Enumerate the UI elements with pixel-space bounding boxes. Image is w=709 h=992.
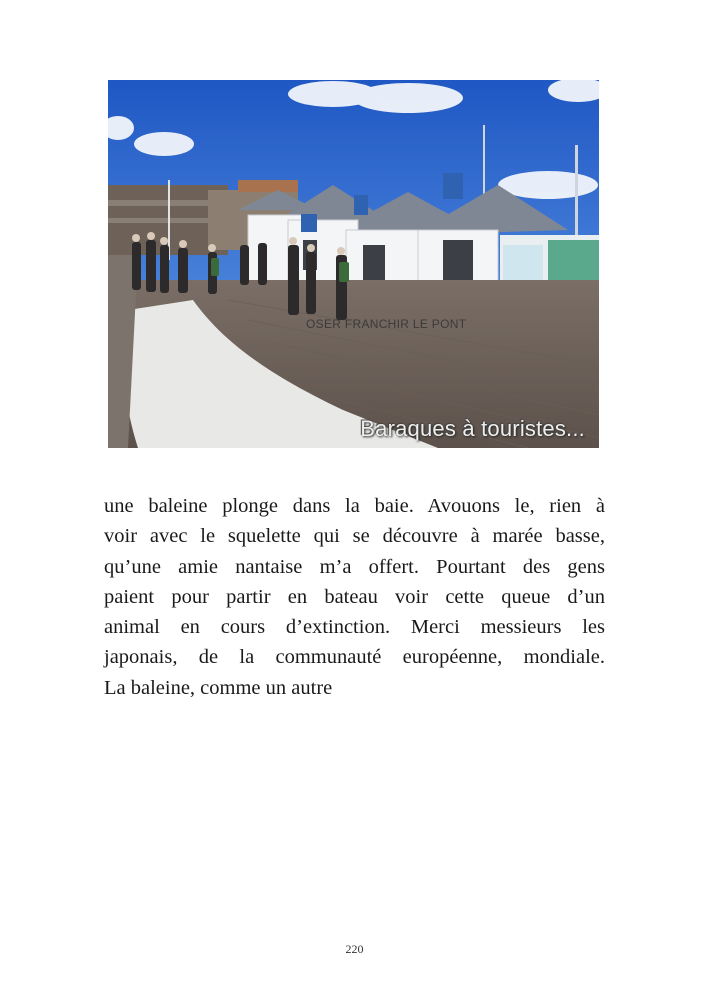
body-paragraph bbox=[104, 491, 605, 703]
page-number: 220 bbox=[345, 942, 364, 956]
sign-text: OSER FRANCHIR LE PONT bbox=[306, 317, 467, 331]
photo-caption: Baraques à touristes... bbox=[360, 416, 585, 441]
text-line: qu’une amie nantaise m’a offert. Pourtant des gens bbox=[104, 555, 605, 578]
text-line: japonais, de la communauté européenne, mondiale. bbox=[104, 646, 605, 669]
text-line: une baleine plonge dans la baie. Avouons le, rien à bbox=[104, 495, 605, 517]
text-line: La baleine, comme un autre bbox=[104, 676, 333, 699]
text-line: voir avec le squelette qui se découvre à marée basse, bbox=[104, 525, 605, 548]
photo-illustration bbox=[108, 80, 599, 448]
boardwalk-photo bbox=[108, 80, 599, 448]
text-line: animal en cours d’extinction. Merci messieurs les bbox=[104, 616, 605, 639]
text-line: paient pour partir en bateau voir cette queue d’un bbox=[104, 585, 605, 608]
